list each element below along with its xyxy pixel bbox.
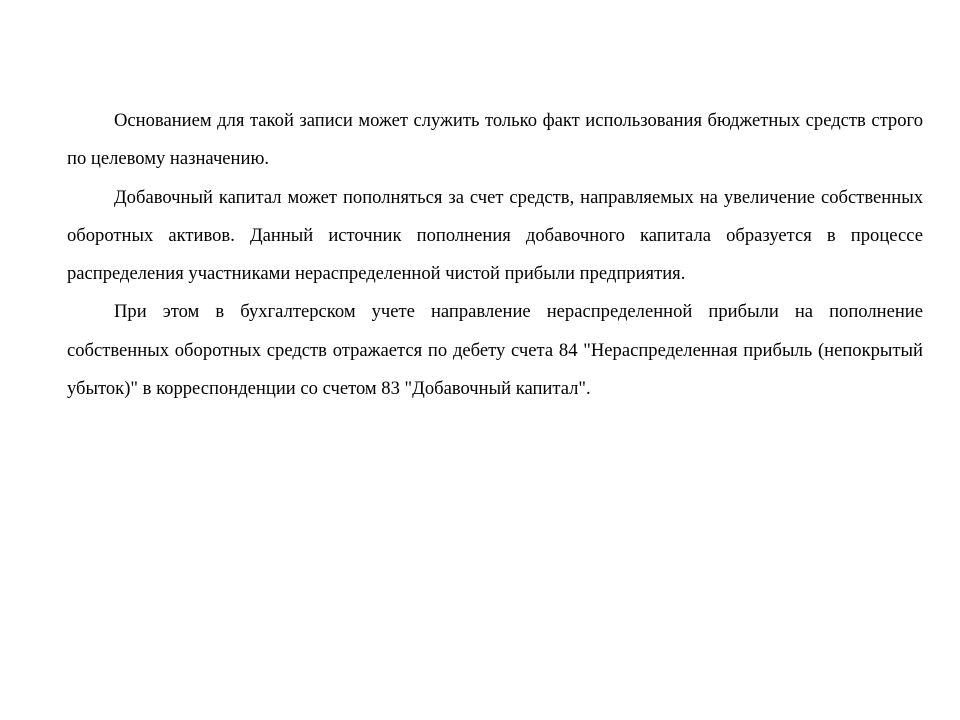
document-body bbox=[67, 102, 923, 408]
paragraph-2: Добавочный капитал может пополняться за счет средств, направляемых на увеличение собственных оборотных активов. Данный источник пополнения добавочного капитала образуется в процессе распределения участниками нераспределенной чистой прибыли предприятия. bbox=[67, 186, 923, 285]
paragraph-3: При этом в бухгалтерском учете направление нераспределенной прибыли на пополнение собственных оборотных средств отражается по дебету счета 84 "Нераспределенная прибыль (непокрытый убыток)" в корреспонденции со счетом 83 "Добавочный капитал". bbox=[67, 301, 923, 400]
paragraph-1: Основанием для такой записи может служить только факт использования бюджетных средств строго по целевому назначению. bbox=[67, 110, 923, 170]
